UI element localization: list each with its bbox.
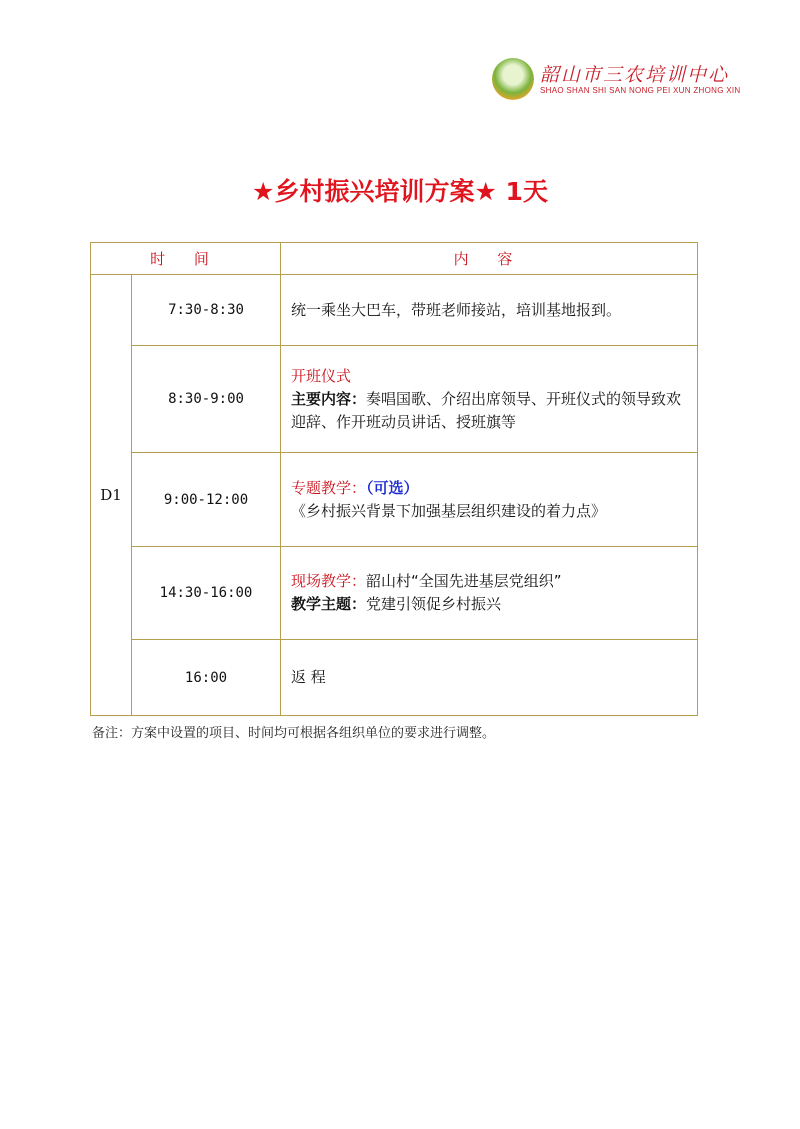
logo (492, 58, 740, 100)
content-cell (281, 346, 698, 453)
header-time: 时 间 (91, 243, 281, 275)
table-header-row (91, 243, 698, 275)
content-cell (281, 453, 698, 547)
content-text: 教学主题： (291, 595, 367, 613)
logo-chinese-name: 韶山市三农培训中心 (540, 63, 730, 86)
table-row (91, 346, 698, 453)
content-cell (281, 640, 698, 716)
table-row (91, 275, 698, 346)
table-row (91, 547, 698, 640)
table-row (91, 453, 698, 547)
time-cell: 8:30-9:00 (132, 346, 281, 453)
content-text: 统一乘坐大巴车，带班老师接站，培训基地报到。 (291, 300, 622, 319)
content-cell (281, 547, 698, 640)
footnote: 备注：方案中设置的项目、时间均可根据各组织单位的要求进行调整。 (92, 726, 496, 741)
content-text: 党建引领促乡村振兴 (366, 595, 502, 613)
day-cell: D1 (91, 275, 132, 716)
content-cell (281, 275, 698, 346)
time-cell: 16:00 (132, 640, 281, 716)
content-text: 主要内容： (291, 389, 367, 408)
content-text: 奏唱国歌、介绍出席领导、开班仪式的领导致欢迎辞、作开班动员讲话、授班旗等 (291, 389, 682, 431)
logo-pinyin-name: SHAO SHAN SHI SAN NONG PEI XUN ZHONG XIN (540, 85, 741, 95)
content-text: 返 程 (291, 668, 326, 686)
content-text: 《乡村振兴背景下加强基层组织建设的着力点》 (291, 501, 607, 520)
content-text: 现场教学： (291, 572, 367, 590)
content-text: 专题教学： (291, 478, 367, 497)
content-text: （可选） (366, 478, 419, 497)
time-cell: 7:30-8:30 (132, 275, 281, 346)
page-title: ★乡村振兴培训方案★ 1天 (252, 177, 548, 206)
content-text: 开班仪式 (291, 366, 352, 385)
content-text: 韶山村“全国先进基层党组织” (366, 572, 562, 590)
time-cell: 14:30-16:00 (132, 547, 281, 640)
header-content: 内 容 (281, 243, 698, 275)
logo-emblem-icon (492, 58, 534, 100)
table-row (91, 640, 698, 716)
schedule-table (90, 242, 698, 716)
time-cell: 9:00-12:00 (132, 453, 281, 547)
